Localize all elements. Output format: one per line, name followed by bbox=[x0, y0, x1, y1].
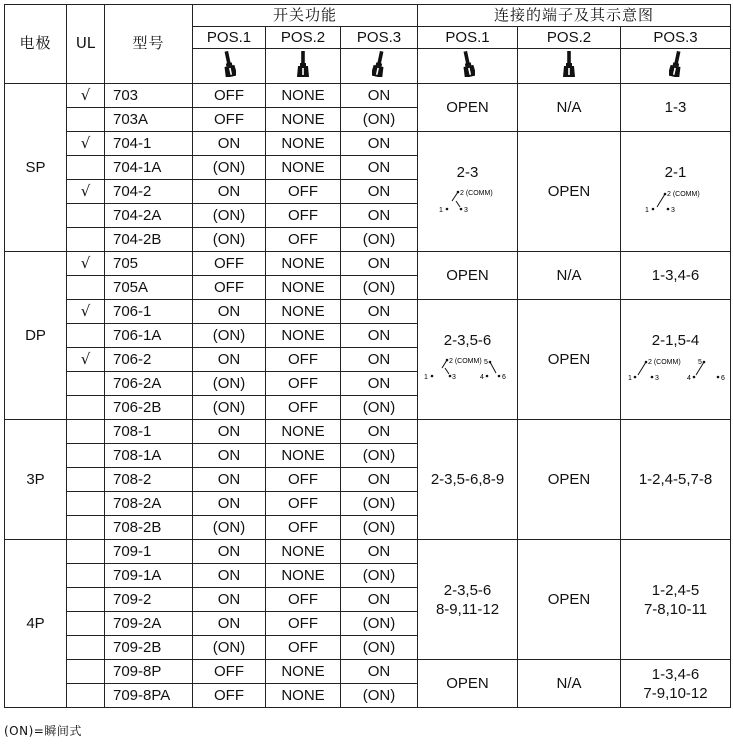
model-cell: 704-2 bbox=[105, 180, 193, 204]
diagram-label: 4 bbox=[479, 374, 484, 382]
function-pos1: ON bbox=[193, 348, 266, 372]
function-pos2: OFF bbox=[266, 588, 341, 612]
function-pos2: OFF bbox=[266, 396, 341, 420]
ul-mark bbox=[67, 108, 105, 132]
function-pos1: ON bbox=[193, 588, 266, 612]
ul-mark bbox=[67, 396, 105, 420]
table-row bbox=[5, 660, 731, 684]
function-pos1: ON bbox=[193, 564, 266, 588]
function-pos1: (ON) bbox=[193, 396, 266, 420]
function-pos2: NONE bbox=[266, 564, 341, 588]
function-pos1: ON bbox=[193, 444, 266, 468]
ul-mark bbox=[67, 372, 105, 396]
function-pos2: NONE bbox=[266, 540, 341, 564]
toggle-pos3-icon bbox=[341, 49, 418, 84]
connection-text: 7-8,10-11 bbox=[643, 600, 708, 618]
toggle-pos1-icon bbox=[193, 49, 266, 84]
function-pos1: ON bbox=[193, 540, 266, 564]
function-pos3: (ON) bbox=[341, 564, 418, 588]
function-pos3: (ON) bbox=[341, 444, 418, 468]
table-row bbox=[5, 420, 731, 444]
connection-text: 2-3,5-6 bbox=[443, 581, 492, 599]
model-cell: 705 bbox=[105, 252, 193, 276]
function-pos3: ON bbox=[341, 324, 418, 348]
diagram-label: 2 (COMM) bbox=[448, 358, 482, 366]
function-pos3: (ON) bbox=[341, 396, 418, 420]
diagram-label: 5 bbox=[697, 359, 702, 367]
function-pos1: ON bbox=[193, 468, 266, 492]
connection-pos2: OPEN bbox=[518, 300, 621, 420]
ul-mark bbox=[67, 588, 105, 612]
ul-mark bbox=[67, 468, 105, 492]
function-pos3: (ON) bbox=[341, 108, 418, 132]
connection-pos3: 1-2,4-5,7-8 bbox=[621, 420, 731, 540]
connection-text: 2-3,5-6 bbox=[443, 331, 492, 349]
connection-pos3 bbox=[621, 540, 731, 660]
diagram-label: 6 bbox=[501, 374, 506, 382]
model-cell: 709-8PA bbox=[105, 684, 193, 708]
connection-pos1: OPEN bbox=[418, 660, 518, 708]
function-pos1: OFF bbox=[193, 84, 266, 108]
diagram-label: 3 bbox=[463, 207, 468, 215]
connection-text: 7-9,10-12 bbox=[643, 684, 708, 702]
function-pos3: ON bbox=[341, 420, 418, 444]
ul-mark: √ bbox=[67, 132, 105, 156]
function-pos1: OFF bbox=[193, 276, 266, 300]
model-cell: 708-2B bbox=[105, 516, 193, 540]
function-pos3: (ON) bbox=[341, 636, 418, 660]
connection-pos2: N/A bbox=[518, 252, 621, 300]
function-pos2: OFF bbox=[266, 180, 341, 204]
function-pos1: OFF bbox=[193, 252, 266, 276]
pole-cell: 4P bbox=[5, 540, 67, 708]
model-cell: 703A bbox=[105, 108, 193, 132]
function-pos1: ON bbox=[193, 300, 266, 324]
function-pos1: ON bbox=[193, 492, 266, 516]
ul-mark bbox=[67, 204, 105, 228]
model-cell: 704-1A bbox=[105, 156, 193, 180]
connection-pos1: OPEN bbox=[418, 252, 518, 300]
connection-text: 2-3 bbox=[456, 163, 479, 181]
function-pos3: ON bbox=[341, 348, 418, 372]
function-pos2: OFF bbox=[266, 492, 341, 516]
ul-mark bbox=[67, 492, 105, 516]
function-pos2: NONE bbox=[266, 276, 341, 300]
function-pos2: OFF bbox=[266, 516, 341, 540]
model-cell: 704-1 bbox=[105, 132, 193, 156]
function-pos1: (ON) bbox=[193, 516, 266, 540]
table-row bbox=[5, 540, 731, 564]
function-pos3: ON bbox=[341, 132, 418, 156]
model-cell: 706-2B bbox=[105, 396, 193, 420]
function-pos2: OFF bbox=[266, 636, 341, 660]
connection-pos3 bbox=[621, 132, 731, 252]
function-pos1: (ON) bbox=[193, 228, 266, 252]
connection-pos1: OPEN bbox=[418, 84, 518, 132]
model-cell: 708-2 bbox=[105, 468, 193, 492]
pole-cell: DP bbox=[5, 252, 67, 420]
ul-mark: √ bbox=[67, 252, 105, 276]
header-pos2: POS.2 bbox=[518, 27, 621, 49]
connection-text: 2-1,5-4 bbox=[651, 331, 700, 349]
terminal-diagram-dp-pos3 bbox=[624, 354, 728, 386]
function-pos2: NONE bbox=[266, 132, 341, 156]
function-pos2: NONE bbox=[266, 84, 341, 108]
diagram-label: 3 bbox=[654, 375, 659, 383]
function-pos3: ON bbox=[341, 588, 418, 612]
diagram-label: 3 bbox=[670, 207, 675, 215]
header-pole: 电极 bbox=[5, 5, 67, 84]
function-pos2: NONE bbox=[266, 300, 341, 324]
function-pos2: OFF bbox=[266, 372, 341, 396]
function-pos1: ON bbox=[193, 612, 266, 636]
ul-mark bbox=[67, 156, 105, 180]
diagram-label: 2 (COMM) bbox=[647, 359, 681, 367]
diagram-label: 6 bbox=[720, 375, 725, 383]
function-pos2: NONE bbox=[266, 252, 341, 276]
ul-mark bbox=[67, 636, 105, 660]
toggle-pos2-icon bbox=[266, 49, 341, 84]
model-cell: 705A bbox=[105, 276, 193, 300]
function-pos2: OFF bbox=[266, 228, 341, 252]
function-pos3: ON bbox=[341, 252, 418, 276]
function-pos2: OFF bbox=[266, 204, 341, 228]
table-row bbox=[5, 84, 731, 108]
model-cell: 709-2A bbox=[105, 612, 193, 636]
connection-pos1: 2-3,5-6,8-9 bbox=[418, 420, 518, 540]
function-pos1: (ON) bbox=[193, 636, 266, 660]
function-pos2: NONE bbox=[266, 444, 341, 468]
diagram-label: 1 bbox=[423, 374, 428, 382]
diagram-label: 1 bbox=[627, 375, 632, 383]
toggle-pos3-icon bbox=[621, 49, 731, 84]
header-ul: UL bbox=[67, 5, 105, 84]
function-pos3: (ON) bbox=[341, 516, 418, 540]
function-pos3: ON bbox=[341, 204, 418, 228]
ul-mark bbox=[67, 660, 105, 684]
diagram-label: 3 bbox=[451, 374, 456, 382]
ul-mark bbox=[67, 540, 105, 564]
model-cell: 708-1 bbox=[105, 420, 193, 444]
header-pos1: POS.1 bbox=[418, 27, 518, 49]
connection-pos2: OPEN bbox=[518, 420, 621, 540]
function-pos1: (ON) bbox=[193, 156, 266, 180]
function-pos1: ON bbox=[193, 132, 266, 156]
function-pos3: ON bbox=[341, 300, 418, 324]
model-cell: 703 bbox=[105, 84, 193, 108]
header-connection: 连接的端子及其示意图 bbox=[418, 5, 731, 27]
model-cell: 706-2 bbox=[105, 348, 193, 372]
model-cell: 706-1A bbox=[105, 324, 193, 348]
model-cell: 708-2A bbox=[105, 492, 193, 516]
terminal-diagram-sp-pos3 bbox=[641, 186, 711, 218]
connection-pos2: OPEN bbox=[518, 132, 621, 252]
function-pos2: OFF bbox=[266, 348, 341, 372]
function-pos2: NONE bbox=[266, 108, 341, 132]
function-pos1: ON bbox=[193, 180, 266, 204]
diagram-label: 4 bbox=[686, 375, 691, 383]
connection-pos3 bbox=[621, 660, 731, 708]
connection-text: 1-3,4-6 bbox=[651, 665, 700, 683]
function-pos1: OFF bbox=[193, 684, 266, 708]
function-pos2: NONE bbox=[266, 324, 341, 348]
connection-text: 1-2,4-5 bbox=[651, 581, 700, 599]
function-pos2: NONE bbox=[266, 420, 341, 444]
function-pos3: ON bbox=[341, 156, 418, 180]
switch-spec-table bbox=[4, 4, 731, 708]
connection-pos3: 1-3,4-6 bbox=[621, 252, 731, 300]
model-cell: 706-1 bbox=[105, 300, 193, 324]
connection-text: 2-1 bbox=[664, 163, 687, 181]
model-cell: 709-2 bbox=[105, 588, 193, 612]
ul-mark: √ bbox=[67, 348, 105, 372]
function-pos3: ON bbox=[341, 468, 418, 492]
connection-pos2: N/A bbox=[518, 84, 621, 132]
diagram-label: 5 bbox=[483, 359, 488, 367]
function-pos3: ON bbox=[341, 540, 418, 564]
function-pos3: ON bbox=[341, 372, 418, 396]
function-pos2: NONE bbox=[266, 660, 341, 684]
ul-mark: √ bbox=[67, 180, 105, 204]
table-row bbox=[5, 132, 731, 156]
footnote: (ON)=瞬间式 bbox=[4, 724, 82, 738]
model-cell: 709-2B bbox=[105, 636, 193, 660]
function-pos1: OFF bbox=[193, 660, 266, 684]
diagram-label: 2 (COMM) bbox=[459, 190, 493, 198]
pole-cell: SP bbox=[5, 84, 67, 252]
ul-mark bbox=[67, 444, 105, 468]
header-model: 型号 bbox=[105, 5, 193, 84]
model-cell: 706-2A bbox=[105, 372, 193, 396]
ul-mark bbox=[67, 420, 105, 444]
function-pos3: (ON) bbox=[341, 612, 418, 636]
function-pos1: OFF bbox=[193, 108, 266, 132]
ul-mark bbox=[67, 276, 105, 300]
header-switch-function: 开关功能 bbox=[193, 5, 418, 27]
function-pos3: ON bbox=[341, 84, 418, 108]
diagram-label: 1 bbox=[644, 207, 649, 215]
connection-pos1 bbox=[418, 300, 518, 420]
model-cell: 709-1 bbox=[105, 540, 193, 564]
function-pos2: OFF bbox=[266, 468, 341, 492]
pole-cell: 3P bbox=[5, 420, 67, 540]
model-cell: 708-1A bbox=[105, 444, 193, 468]
header-pos1: POS.1 bbox=[193, 27, 266, 49]
terminal-diagram-sp-pos1 bbox=[438, 186, 498, 218]
ul-mark bbox=[67, 228, 105, 252]
function-pos1: (ON) bbox=[193, 324, 266, 348]
connection-pos2: N/A bbox=[518, 660, 621, 708]
connection-pos2: OPEN bbox=[518, 540, 621, 660]
model-cell: 709-8P bbox=[105, 660, 193, 684]
model-cell: 709-1A bbox=[105, 564, 193, 588]
ul-mark: √ bbox=[67, 84, 105, 108]
function-pos1: (ON) bbox=[193, 204, 266, 228]
function-pos3: ON bbox=[341, 660, 418, 684]
toggle-pos1-icon bbox=[418, 49, 518, 84]
model-cell: 704-2A bbox=[105, 204, 193, 228]
terminal-diagram-dp-pos1 bbox=[420, 354, 516, 386]
header-pos3: POS.3 bbox=[341, 27, 418, 49]
connection-pos3 bbox=[621, 300, 731, 420]
ul-mark bbox=[67, 324, 105, 348]
header-pos3: POS.3 bbox=[621, 27, 731, 49]
function-pos3: (ON) bbox=[341, 276, 418, 300]
function-pos3: (ON) bbox=[341, 492, 418, 516]
header-pos2: POS.2 bbox=[266, 27, 341, 49]
ul-mark bbox=[67, 516, 105, 540]
function-pos2: OFF bbox=[266, 612, 341, 636]
connection-pos1 bbox=[418, 540, 518, 660]
model-cell: 704-2B bbox=[105, 228, 193, 252]
ul-mark bbox=[67, 564, 105, 588]
ul-mark bbox=[67, 684, 105, 708]
ul-mark bbox=[67, 612, 105, 636]
function-pos2: NONE bbox=[266, 156, 341, 180]
function-pos3: ON bbox=[341, 180, 418, 204]
function-pos2: NONE bbox=[266, 684, 341, 708]
function-pos1: (ON) bbox=[193, 372, 266, 396]
toggle-pos2-icon bbox=[518, 49, 621, 84]
connection-pos1 bbox=[418, 132, 518, 252]
function-pos3: (ON) bbox=[341, 228, 418, 252]
function-pos1: ON bbox=[193, 420, 266, 444]
connection-text: 8-9,11-12 bbox=[435, 600, 500, 618]
table-row bbox=[5, 252, 731, 276]
connection-pos3: 1-3 bbox=[621, 84, 731, 132]
ul-mark: √ bbox=[67, 300, 105, 324]
diagram-label: 2 (COMM) bbox=[666, 191, 700, 199]
table-row bbox=[5, 300, 731, 324]
function-pos3: (ON) bbox=[341, 684, 418, 708]
diagram-label: 1 bbox=[438, 207, 443, 215]
